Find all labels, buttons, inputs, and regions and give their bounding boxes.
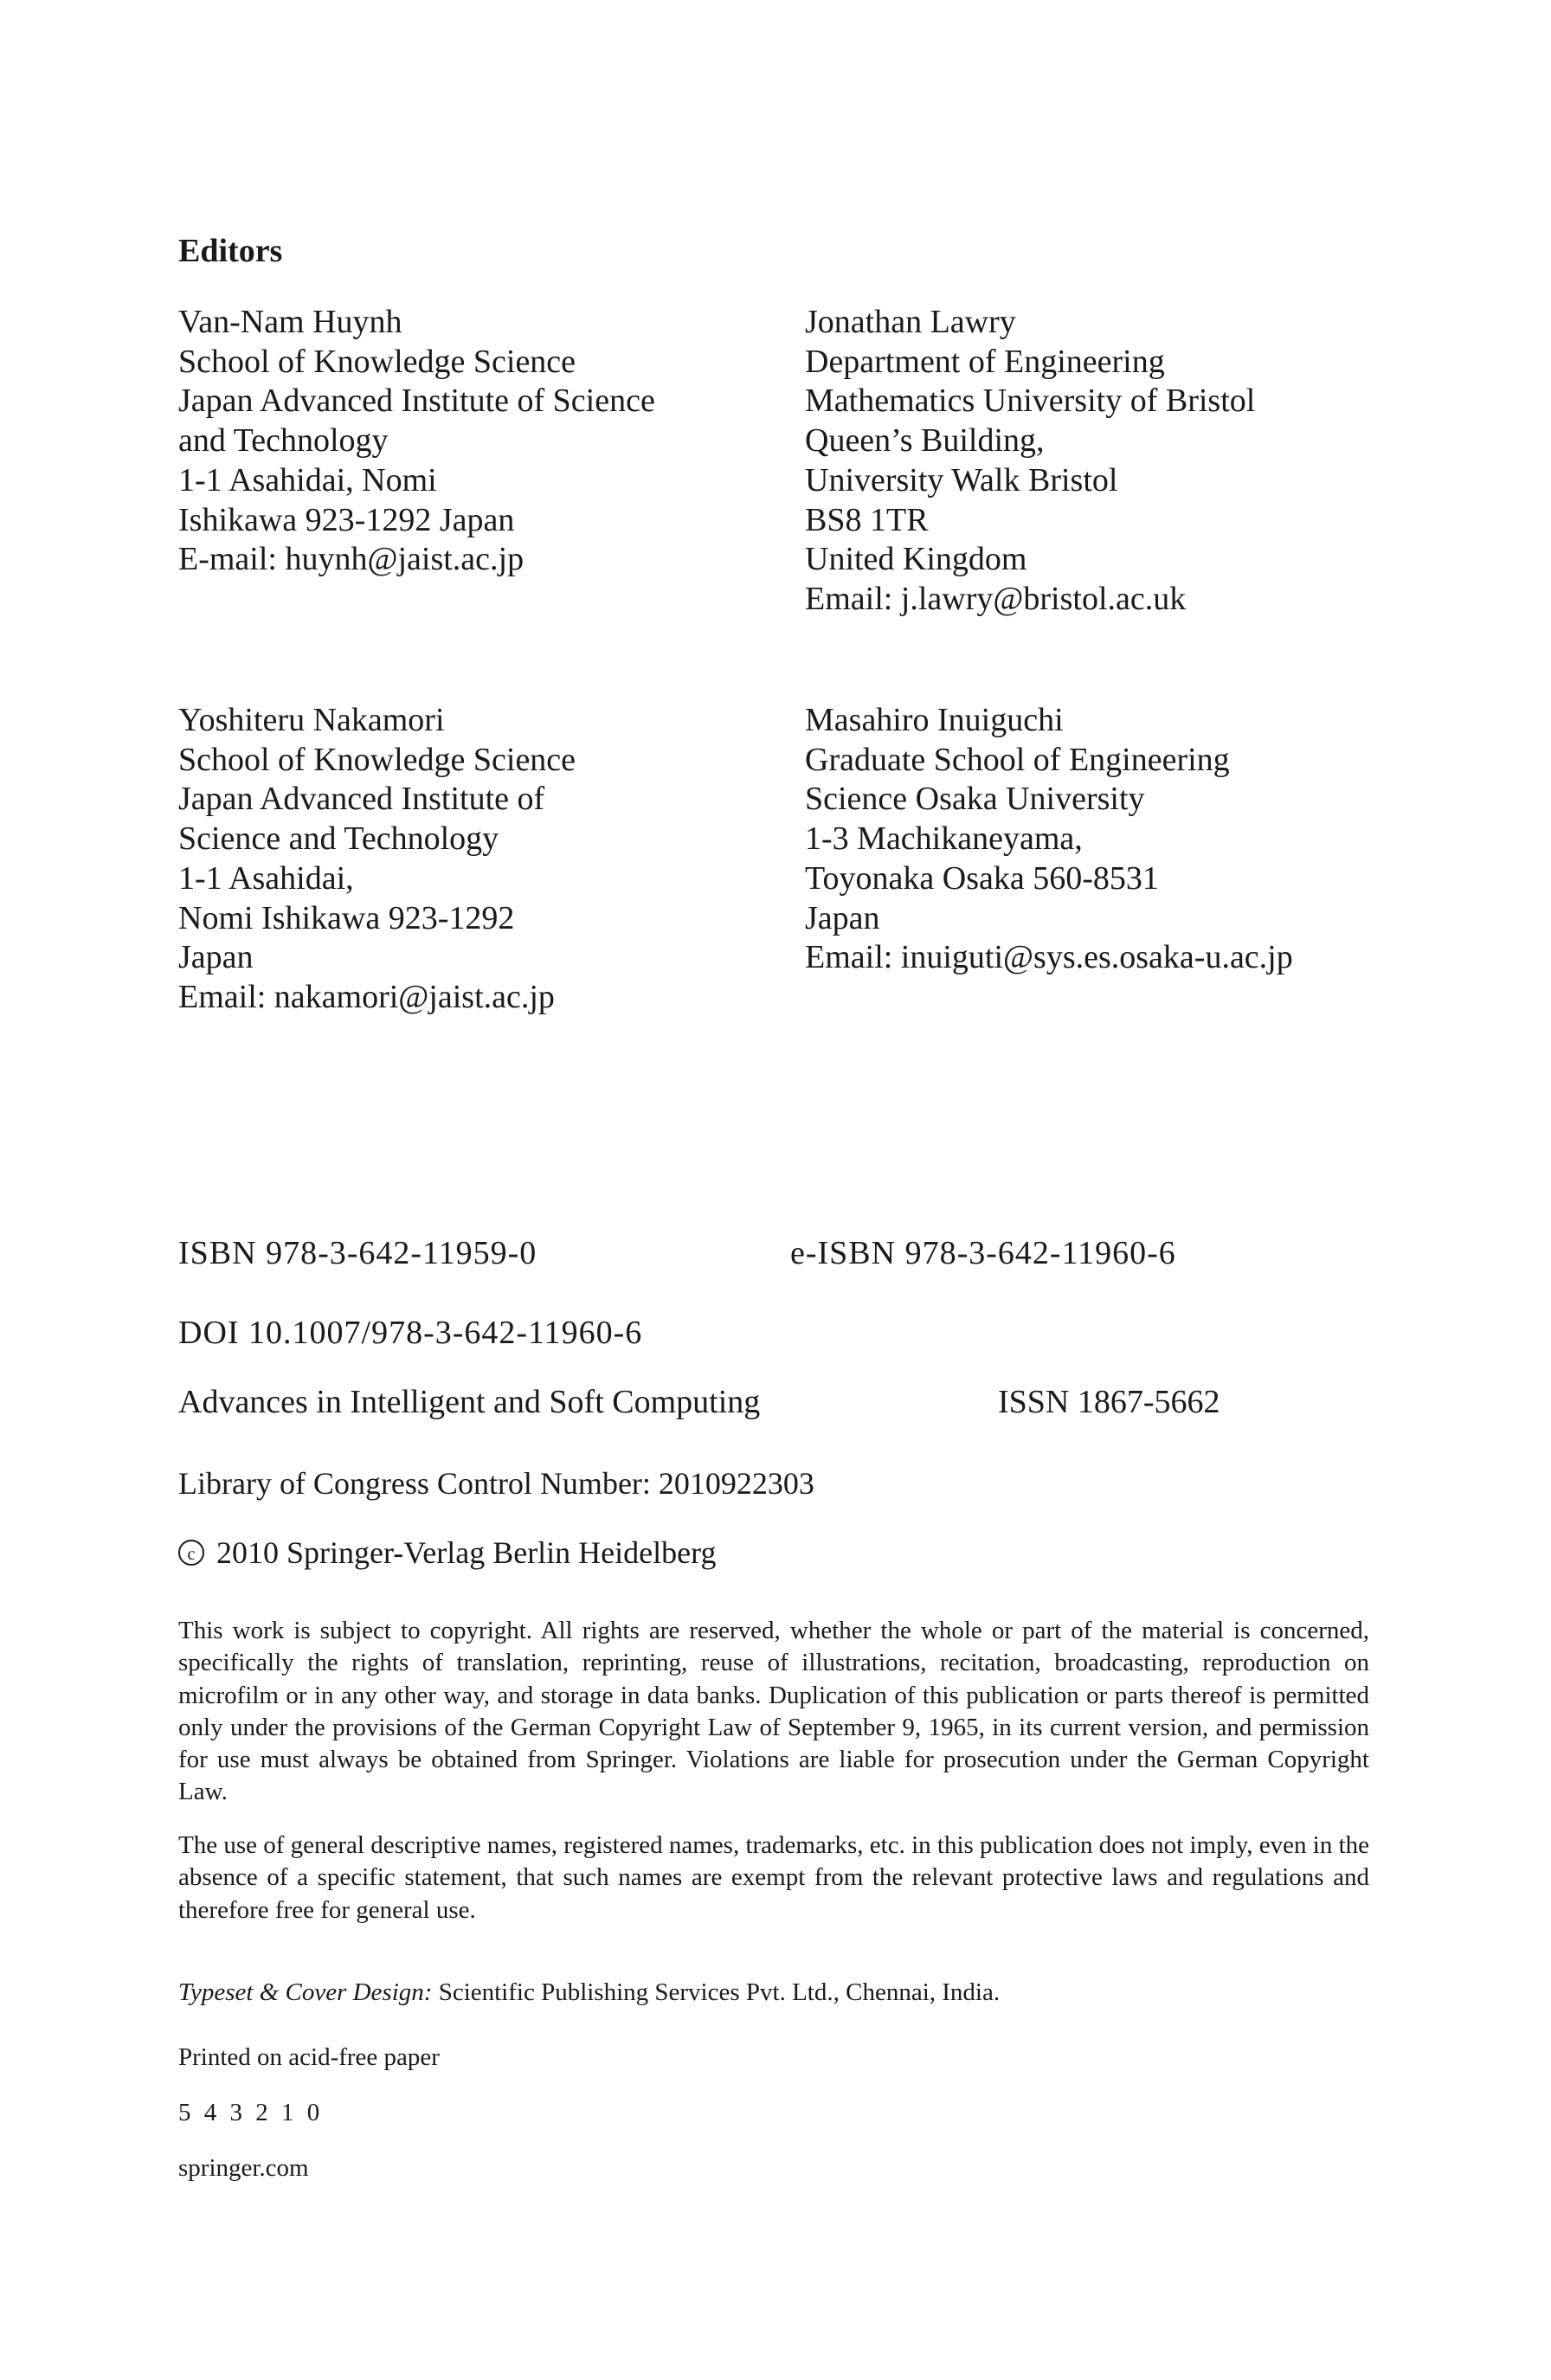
editor-address-line: 1-1 Asahidai, bbox=[178, 859, 354, 897]
editor-address-line: Nomi Ishikawa 923-1292 bbox=[178, 899, 515, 936]
editor-address-line: School of Knowledge Science bbox=[178, 343, 576, 380]
typeset-credit bbox=[178, 1976, 1000, 2009]
editor-address-line: Queen’s Building, bbox=[805, 422, 1045, 460]
editor-email: Email: inuiguti@sys.es.osaka-u.ac.jp bbox=[805, 939, 1293, 976]
printed-on-note: Printed on acid-free paper bbox=[178, 2043, 440, 2071]
library-of-congress-number: Library of Congress Control Number: 2010922303 bbox=[178, 1466, 814, 1501]
editor-address-line: Science Osaka University bbox=[805, 781, 1145, 818]
editor-address-line: 1-1 Asahidai, Nomi bbox=[178, 461, 437, 499]
editor-email: E-mail: huynh@jaist.ac.jp bbox=[178, 541, 525, 578]
editor-address-line: Graduate School of Engineering bbox=[805, 741, 1230, 778]
editor-address-line: Japan Advanced Institute of Science bbox=[178, 383, 655, 420]
print-run-numbers: 5 4 3 2 1 0 bbox=[178, 2099, 324, 2126]
e-isbn: e-ISBN 978-3-642-11960-6 bbox=[790, 1235, 1176, 1271]
editor-address-line: Japan Advanced Institute of bbox=[178, 781, 545, 818]
editor-address-line: Department of Engineering bbox=[805, 343, 1165, 380]
editor-address-line: BS8 1TR bbox=[805, 501, 929, 538]
editor-email: Email: nakamori@jaist.ac.jp bbox=[178, 978, 555, 1015]
typeset-label: Typeset & Cover Design: bbox=[178, 1978, 433, 2006]
editor-address-line: Science and Technology bbox=[178, 820, 499, 858]
issn: ISSN 1867-5662 bbox=[998, 1384, 1220, 1420]
publisher-website: springer.com bbox=[178, 2154, 309, 2182]
copyright-text: 2010 Springer-Verlag Berlin Heidelberg bbox=[216, 1535, 717, 1570]
editor-address-line: University Walk Bristol bbox=[805, 461, 1118, 499]
copyright-notice-paragraph: This work is subject to copyright. All rights are reserved, whether the whole or part of the material is concerned, specifically the rights of translation, reprinting, reuse of illustrations, recitation, broadcasting, reproduction on microfilm or in any other way, and storage in data banks. Duplication of this publication or parts thereof is permitted only under the provisions of the German Copyright Law of September 9, 1965, in its current version, and permission for use must always be obtained from Springer. Violations are liable for prosecution under the German Copyright Law. bbox=[178, 1617, 1369, 1806]
copyright-icon: c bbox=[178, 1540, 204, 1566]
editor-address-line: United Kingdom bbox=[805, 541, 1027, 578]
trademark-notice-paragraph: The use of general descriptive names, registered names, trademarks, etc. in this publication does not imply, even in the absence of a specific statement, that such names are exempt from the relevant protective laws and regulations and therefore free for general use. bbox=[178, 1831, 1369, 1924]
editor-address-line: 1-3 Machikaneyama, bbox=[805, 820, 1083, 858]
editor-address-line: and Technology bbox=[178, 422, 389, 460]
editor-address-line: Ishikawa 923-1292 Japan bbox=[178, 501, 515, 538]
editor-address-line: Toyonaka Osaka 560-8531 bbox=[805, 859, 1159, 897]
editor-address-line: Mathematics University of Bristol bbox=[805, 383, 1256, 420]
isbn: ISBN 978-3-642-11959-0 bbox=[178, 1235, 537, 1271]
editor-block-huynh bbox=[178, 303, 655, 580]
editor-block-nakamori bbox=[178, 701, 576, 1018]
editor-name: Masahiro Inuiguchi bbox=[805, 702, 1064, 738]
typeset-value: Scientific Publishing Services Pvt. Ltd., Chennai, India. bbox=[432, 1978, 1001, 2006]
editor-block-inuiguchi bbox=[805, 701, 1293, 978]
editor-name: Yoshiteru Nakamori bbox=[178, 702, 445, 738]
editors-heading: Editors bbox=[178, 233, 283, 269]
editor-name: Jonathan Lawry bbox=[805, 304, 1016, 340]
editor-address-line: Japan bbox=[805, 899, 880, 936]
editor-address-line: Japan bbox=[178, 939, 254, 976]
editor-address-line: School of Knowledge Science bbox=[178, 741, 576, 778]
doi: DOI 10.1007/978-3-642-11960-6 bbox=[178, 1315, 643, 1351]
editor-name: Van-Nam Huynh bbox=[178, 304, 402, 340]
copyright-line bbox=[178, 1532, 716, 1573]
editor-block-lawry bbox=[805, 303, 1255, 620]
editor-email: Email: j.lawry@bristol.ac.uk bbox=[805, 580, 1187, 617]
series-title: Advances in Intelligent and Soft Computing bbox=[178, 1384, 761, 1420]
